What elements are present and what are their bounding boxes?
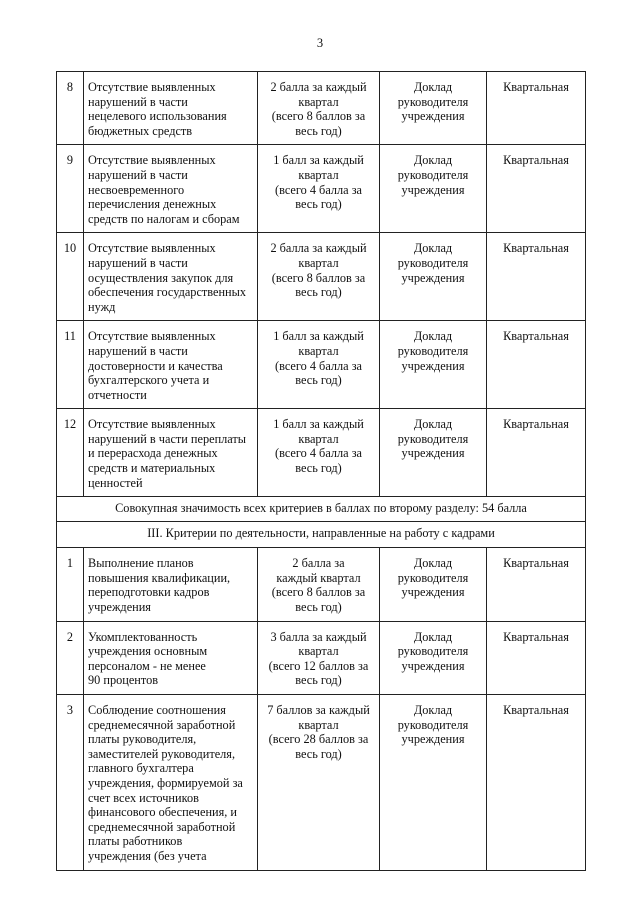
row-number: 1 [57,548,84,621]
criterion-name: Отсутствие выявленных нарушений в части осуществления закупок для обеспечения государственных нужд [84,233,258,321]
criterion-name: Отсутствие выявленных нарушений в части переплаты и перерасхода денежных средств и материальных ценностей [84,409,258,497]
criterion-source: Доклад руководителя учреждения [380,321,487,409]
criterion-frequency: Квартальная [487,233,586,321]
table-row [57,621,586,694]
row-number: 8 [57,72,84,145]
criterion-score: 3 балла за каждый квартал (всего 12 баллов за весь год) [258,621,380,694]
criterion-source: Доклад руководителя учреждения [380,409,487,497]
criterion-frequency: Квартальная [487,621,586,694]
row-number: 12 [57,409,84,497]
criterion-frequency: Квартальная [487,145,586,233]
criterion-name: Отсутствие выявленных нарушений в части достоверности и качества бухгалтерского учета и отчетности [84,321,258,409]
criterion-score: 1 балл за каждый квартал (всего 4 балла за весь год) [258,321,380,409]
row-number: 11 [57,321,84,409]
criterion-name: Отсутствие выявленных нарушений в части несвоевременного перечисления денежных средств по налогам и сборам [84,145,258,233]
table-row [57,409,586,497]
criterion-frequency: Квартальная [487,409,586,497]
table-row [57,548,586,621]
table-row [57,233,586,321]
row-number: 10 [57,233,84,321]
criterion-name: Отсутствие выявленных нарушений в части нецелевого использования бюджетных средств [84,72,258,145]
criterion-frequency: Квартальная [487,321,586,409]
criterion-score: 1 балл за каждый квартал (всего 4 балла за весь год) [258,409,380,497]
section-heading-row [57,522,586,548]
criterion-source: Доклад руководителя учреждения [380,621,487,694]
criterion-name: Выполнение планов повышения квалификации, переподготовки кадров учреждения [84,548,258,621]
section-heading: III. Критерии по деятельности, направленные на работу с кадрами [57,522,586,548]
criterion-source: Доклад руководителя учреждения [380,548,487,621]
criterion-source: Доклад руководителя учреждения [380,233,487,321]
criterion-source: Доклад руководителя учреждения [380,695,487,871]
row-number: 2 [57,621,84,694]
criterion-frequency: Квартальная [487,72,586,145]
criterion-name: Укомплектованность учреждения основным персоналом - не менее 90 процентов [84,621,258,694]
table-row [57,145,586,233]
section-summary-row [57,497,586,522]
criterion-source: Доклад руководителя учреждения [380,145,487,233]
criterion-score: 2 балла за каждый квартал (всего 8 баллов за весь год) [258,548,380,621]
criterion-score: 7 баллов за каждый квартал (всего 28 баллов за весь год) [258,695,380,871]
criterion-frequency: Квартальная [487,695,586,871]
criterion-score: 2 балла за каждый квартал (всего 8 баллов за весь год) [258,233,380,321]
criterion-source: Доклад руководителя учреждения [380,72,487,145]
criteria-table [56,71,586,871]
page-number: 3 [316,36,324,50]
criterion-score: 1 балл за каждый квартал (всего 4 балла за весь год) [258,145,380,233]
criterion-name: Соблюдение соотношения среднемесячной заработной платы руководителя, заместителей руководителя, главного бухгалтера учреждения, формируемой за счет всех источников финансового обеспечения, и среднемесячной заработной платы работников учреждения (без учета [84,695,258,871]
table-row [57,72,586,145]
row-number: 9 [57,145,84,233]
table-row [57,321,586,409]
section-summary: Совокупная значимость всех критериев в баллах по второму разделу: 54 балла [57,497,586,522]
table-row [57,695,586,871]
criterion-score: 2 балла за каждый квартал (всего 8 баллов за весь год) [258,72,380,145]
row-number: 3 [57,695,84,871]
criterion-frequency: Квартальная [487,548,586,621]
